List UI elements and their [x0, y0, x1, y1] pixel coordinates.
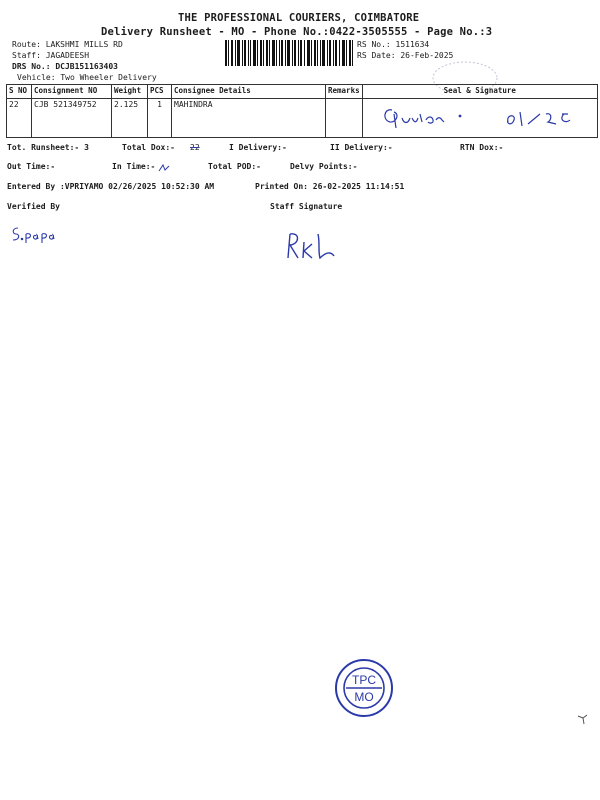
in-time: In Time:- — [112, 162, 156, 171]
drs-number: DRS No.: DCJB151163403 — [12, 62, 118, 71]
stamp-line-2: MO — [354, 690, 374, 704]
stamp-line-1: TPC — [352, 673, 376, 687]
total-dox-value: 22 — [190, 143, 200, 152]
cell-consignment: CJB 521349752 — [32, 99, 112, 138]
staff-label: Staff: JAGADEESH — [12, 51, 90, 60]
ii-delivery: II Delivery:- — [330, 143, 393, 152]
verifier-signature-handwriting — [10, 222, 70, 244]
total-dox-label: Total Dox:- — [122, 143, 175, 152]
cell-sno: 22 — [7, 99, 32, 138]
rtn-dox: RTN Dox:- — [460, 143, 504, 152]
row-signature-handwriting — [378, 100, 593, 132]
cell-weight: 2.125 — [112, 99, 148, 138]
rs-number: RS No.: 1511634 — [357, 40, 430, 49]
vehicle-label: Vehicle: Two Wheeler Delivery — [17, 73, 157, 82]
col-header-consignment: Consignment NO — [32, 85, 112, 99]
verified-by-label: Verified By — [7, 202, 60, 211]
margin-mark — [576, 712, 590, 726]
delvy-points: Delvy Points:- — [290, 162, 358, 171]
entered-by: Entered By :VPRIYAMO 02/26/2025 10:52:30 AM — [7, 182, 215, 191]
company-title: THE PROFESSIONAL COURIERS, COIMBATORE — [178, 12, 420, 24]
col-header-remarks: Remarks — [326, 85, 363, 99]
printed-on: Printed On: 26-02-2025 11:14:51 — [255, 182, 405, 191]
table-header-row — [7, 85, 598, 99]
cell-remarks — [326, 99, 363, 138]
runsheet-subtitle: Delivery Runsheet - MO - Phone No.:0422-3505555 - Page No.:3 — [101, 26, 493, 38]
barcode-image — [225, 40, 353, 66]
col-header-weight: Weight — [112, 85, 148, 99]
tpc-mo-stamp — [334, 658, 394, 718]
staff-signature-handwriting — [284, 228, 344, 262]
rs-date: RS Date: 26-Feb-2025 — [357, 51, 454, 60]
col-header-seal-signature: Seal & Signature — [362, 85, 597, 99]
in-time-scribble — [158, 163, 170, 173]
staff-signature-label: Staff Signature — [270, 202, 343, 211]
col-header-consignee: Consignee Details — [172, 85, 326, 99]
i-delivery: I Delivery:- — [229, 143, 287, 152]
col-header-sno: S NO — [7, 85, 32, 99]
total-pod: Total POD:- — [208, 162, 261, 171]
cell-pcs: 1 — [148, 99, 172, 138]
tot-runsheet: Tot. Runsheet:- 3 — [7, 143, 89, 152]
out-time: Out Time:- — [7, 162, 56, 171]
route-label: Route: LAKSHMI MILLS RD — [12, 40, 123, 49]
cell-consignee: MAHINDRA — [172, 99, 326, 138]
col-header-pcs: PCS — [148, 85, 172, 99]
